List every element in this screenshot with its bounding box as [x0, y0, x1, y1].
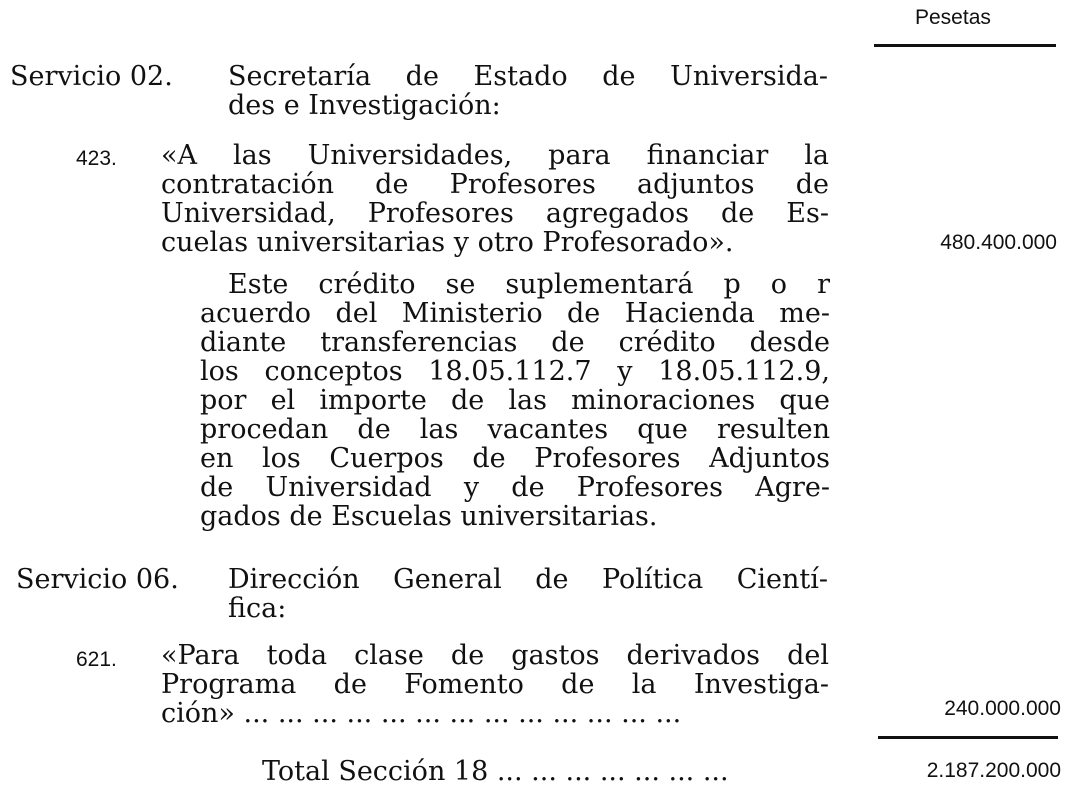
total-rule — [878, 736, 1058, 739]
concept-621-text — [161, 641, 829, 728]
concept-621-line-3: ción» ... ... ... ... ... ... ... ... ... ... ... ... ... — [161, 698, 682, 729]
pesetas-column-header: Pesetas — [915, 6, 991, 29]
concept-423-text — [161, 141, 829, 257]
concept-423-amount: 480.400.000 — [940, 231, 1057, 254]
concept-423-line-1: «A las Universidades, para financiar la — [161, 140, 829, 171]
servicio-06-prefix: Servicio 06. — [16, 564, 179, 595]
concept-423-note — [200, 270, 830, 531]
note-line-4: los conceptos 18.05.112.7 y 18.05.112.9, — [200, 356, 830, 387]
concept-621-line-2: Programa de Fomento de la Investiga- — [161, 669, 829, 700]
note-line-2: acuerdo del Ministerio de Hacienda me- — [200, 298, 830, 329]
servicio-02-line-1: Secretaría de Estado de Universida- — [228, 61, 828, 92]
header-rule — [874, 44, 1056, 47]
concept-423-line-3: Universidad, Profesores agregados de Es- — [161, 198, 829, 229]
servicio-02-line-2: des e Investigación: — [228, 90, 501, 121]
concept-423-line-2: contratación de Profesores adjuntos de — [161, 169, 829, 200]
note-line-3: diante transferencias de crédito desde — [200, 327, 830, 358]
concept-621-code: 621. — [76, 648, 117, 671]
note-line-7: en los Cuerpos de Profesores Adjuntos — [200, 443, 830, 474]
servicio-06-title — [228, 565, 828, 623]
total-amount: 2.187.200.000 — [926, 759, 1061, 782]
note-line-8: de Universidad y de Profesores Agre- — [200, 472, 830, 503]
note-line-6: procedan de las vacantes que resulten — [200, 414, 830, 445]
concept-423-line-4: cuelas universitarias y otro Profesorado». — [161, 227, 734, 258]
concept-621-amount: 240.000.000 — [944, 697, 1061, 720]
concept-423-code: 423. — [76, 147, 117, 170]
servicio-02-prefix: Servicio 02. — [10, 61, 173, 92]
concept-621-line-1: «Para toda clase de gastos derivados del — [161, 640, 829, 671]
note-line-5: por el importe de las minoraciones que — [200, 385, 830, 416]
note-line-9: gados de Escuelas universitarias. — [200, 501, 658, 532]
note-line-1: Este crédito se suplementará p o r — [228, 269, 830, 300]
servicio-06-line-1: Dirección General de Política Cientí- — [228, 564, 828, 595]
total-label: Total Sección 18 ... ... ... ... ... ... ... — [262, 756, 729, 787]
servicio-06-line-2: fica: — [228, 593, 287, 624]
servicio-02-title — [228, 62, 828, 120]
